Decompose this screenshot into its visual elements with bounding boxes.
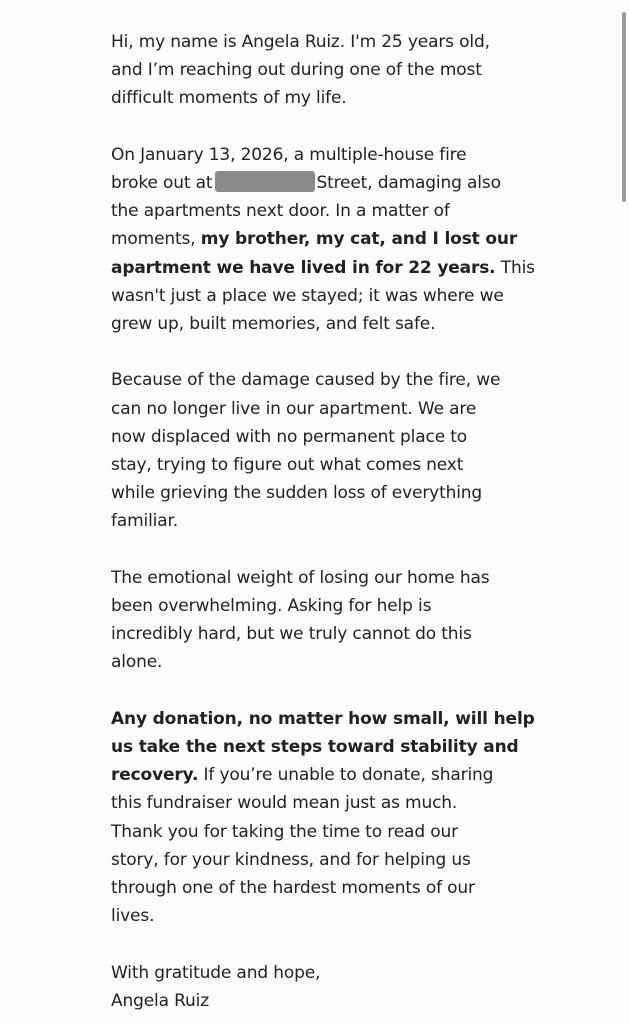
scrollbar-thumb[interactable] bbox=[622, 12, 626, 202]
text-line: grew up, built memories, and felt safe. bbox=[111, 314, 436, 335]
text-line: while grieving the sudden loss of everything bbox=[111, 483, 483, 504]
text-line: incredibly hard, but we truly cannot do this bbox=[111, 624, 472, 645]
text-fragment: Street, damaging also bbox=[316, 173, 501, 193]
text-line: and I’m reaching out during one of the most bbox=[111, 60, 482, 81]
signature-paragraph bbox=[111, 959, 521, 1015]
text-line: story, for your kindness, and for helping us bbox=[111, 849, 471, 870]
redacted-address bbox=[215, 171, 315, 192]
text-line: been overwhelming. Asking for help is bbox=[111, 596, 432, 617]
bold-text: us take the next steps toward stability and bbox=[111, 737, 519, 758]
text-fragment: This bbox=[495, 257, 535, 278]
text-line: Because of the damage caused by the fire, we bbox=[111, 370, 501, 391]
bold-text: my brother, my cat, and I lost our bbox=[200, 229, 518, 250]
text-line: this fundraiser would mean just as much. bbox=[111, 793, 458, 814]
bold-text: recovery. bbox=[111, 765, 199, 786]
text-fragment: If you’re unable to donate, sharing bbox=[198, 765, 494, 786]
text-line: now displaced with no permanent place to bbox=[111, 426, 468, 447]
text-line: wasn't just a place we stayed; it was where we bbox=[111, 285, 504, 306]
text-line: the apartments next door. In a matter of bbox=[111, 201, 450, 222]
text-line: Hi, my name is Angela Ruiz. I'm 25 years old, bbox=[111, 32, 490, 52]
bold-text: Any donation, no matter how small, will help bbox=[111, 708, 535, 729]
text-line bbox=[111, 254, 535, 282]
bold-text: apartment we have lived in for 22 years. bbox=[111, 257, 496, 278]
text-line bbox=[111, 169, 521, 197]
fire-paragraph bbox=[111, 141, 535, 338]
text-line: Thank you for taking the time to read our bbox=[111, 821, 458, 842]
author-name: Angela Ruiz bbox=[111, 990, 210, 1011]
text-line: familiar. bbox=[111, 511, 179, 532]
displacement-paragraph bbox=[111, 366, 521, 535]
donation-paragraph bbox=[111, 705, 535, 931]
text-line: The emotional weight of losing our home has bbox=[111, 567, 490, 588]
story-text bbox=[111, 28, 535, 1015]
emotional-paragraph bbox=[111, 564, 521, 677]
text-line: alone. bbox=[111, 652, 163, 673]
text-line bbox=[111, 225, 521, 253]
text-fragment: moments, bbox=[111, 229, 201, 250]
text-line: can no longer live in our apartment. We are bbox=[111, 398, 477, 419]
text-line: difficult moments of my life. bbox=[111, 88, 347, 109]
text-fragment: broke out at bbox=[111, 173, 213, 193]
text-line: stay, trying to figure out what comes next bbox=[111, 455, 464, 476]
text-line bbox=[111, 761, 521, 789]
text-line: through one of the hardest moments of our bbox=[111, 878, 475, 899]
intro-paragraph bbox=[111, 28, 521, 113]
sign-off: With gratitude and hope, bbox=[111, 962, 321, 983]
text-line: lives. bbox=[111, 906, 155, 927]
text-line: On January 13, 2026, a multiple-house fire bbox=[111, 144, 467, 165]
